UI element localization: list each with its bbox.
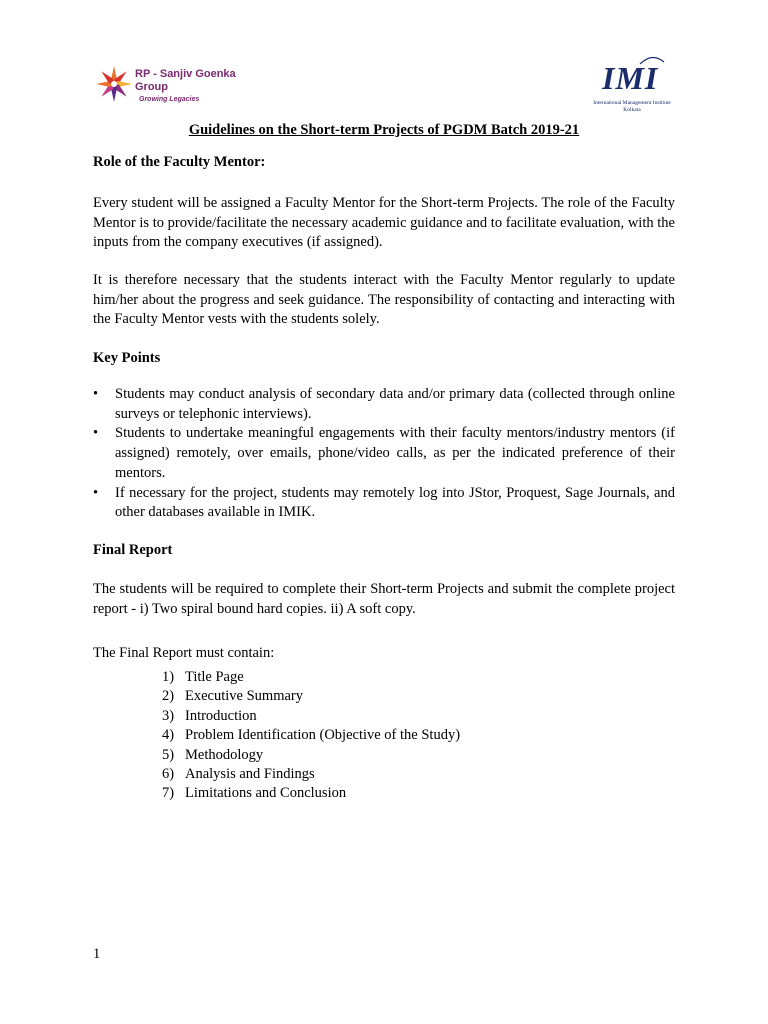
key-points-heading: Key Points (93, 350, 161, 366)
bullet-icon: • (93, 484, 99, 501)
logo-tagline: Growing Legacies (139, 96, 200, 103)
faculty-mentor-paragraph-1: Every student will be assigned a Faculty Mentor for the Short-term Projects. The role of the Faculty Mentor is to provide/facilitate the necessary academic guidance and to facilitate evaluation, with the inputs from the company executives (if assigned). (93, 195, 675, 251)
faculty-mentor-paragraph-2: It is therefore necessary that the students interact with the Faculty Mentor regularly to update him/her about the progress and seek guidance. The responsibility of contacting and interacting with the Faculty Mentor vests with the students solely. (93, 272, 675, 328)
list-number: 3) (162, 707, 175, 724)
list-item-text: Problem Identification (Objective of the Study) (185, 727, 461, 744)
list-number: 1) (162, 669, 175, 685)
list-item (162, 784, 460, 803)
list-item (162, 765, 460, 784)
final-report-heading: Final Report (93, 542, 173, 558)
list-number: 6) (162, 766, 175, 783)
key-point-text: Students to undertake meaningful engagements with their faculty mentors/industry mentors (if assigned) remotely, over emails, phone/video calls, as per the indicated preference of their mentors. (115, 425, 675, 481)
page-number: 1 (93, 946, 101, 962)
list-item (162, 746, 460, 765)
final-report-contents-intro: The Final Report must contain: (93, 645, 275, 661)
key-points-list (93, 385, 675, 523)
list-number: 2) (162, 688, 175, 705)
list-number: 4) (162, 727, 175, 744)
list-item (162, 687, 460, 706)
imi-location: Kolkata (623, 107, 641, 113)
imi-subtitle: International Management Institute (593, 100, 671, 106)
list-item (162, 707, 460, 726)
document-title: Guidelines on the Short-term Projects of PGDM Batch 2019-21 (188, 122, 580, 138)
list-item-text: Analysis and Findings (185, 766, 315, 783)
list-item (162, 668, 460, 687)
list-item-text: Limitations and Conclusion (185, 785, 347, 802)
logo-group-label: Group (135, 81, 168, 93)
list-item (93, 385, 675, 424)
logo-company-name: RP - Sanjiv Goenka (135, 68, 236, 80)
key-point-text: If necessary for the project, students may remotely log into JStor, Proquest, Sage Journals, and other databases available in IMIK. (115, 484, 675, 521)
key-point-text: Students may conduct analysis of secondary data and/or primary data (collected through online surveys or telephonic interviews). (115, 386, 675, 422)
final-report-contents-list (162, 668, 460, 804)
faculty-mentor-heading: Role of the Faculty Mentor: (93, 154, 266, 170)
list-item-text: Methodology (185, 746, 264, 763)
list-item-text: Title Page (185, 669, 244, 685)
list-number: 5) (162, 746, 175, 763)
list-item-text: Executive Summary (185, 688, 303, 705)
list-number: 7) (162, 785, 175, 802)
list-item (93, 424, 675, 483)
list-item-text: Introduction (185, 707, 257, 724)
list-item (162, 726, 460, 745)
bullet-icon: • (93, 386, 99, 402)
imi-wordmark: IMI (602, 60, 659, 96)
imi-logo (588, 52, 676, 122)
starburst-logo-icon (94, 64, 134, 104)
final-report-paragraph: The students will be required to complete their Short-term Projects and submit the complete project report - i) Two spiral bound hard copies. ii) A soft copy. (93, 581, 675, 617)
bullet-icon: • (93, 425, 99, 442)
rp-sanjiv-goenka-logo (94, 64, 244, 108)
list-item (93, 484, 675, 523)
